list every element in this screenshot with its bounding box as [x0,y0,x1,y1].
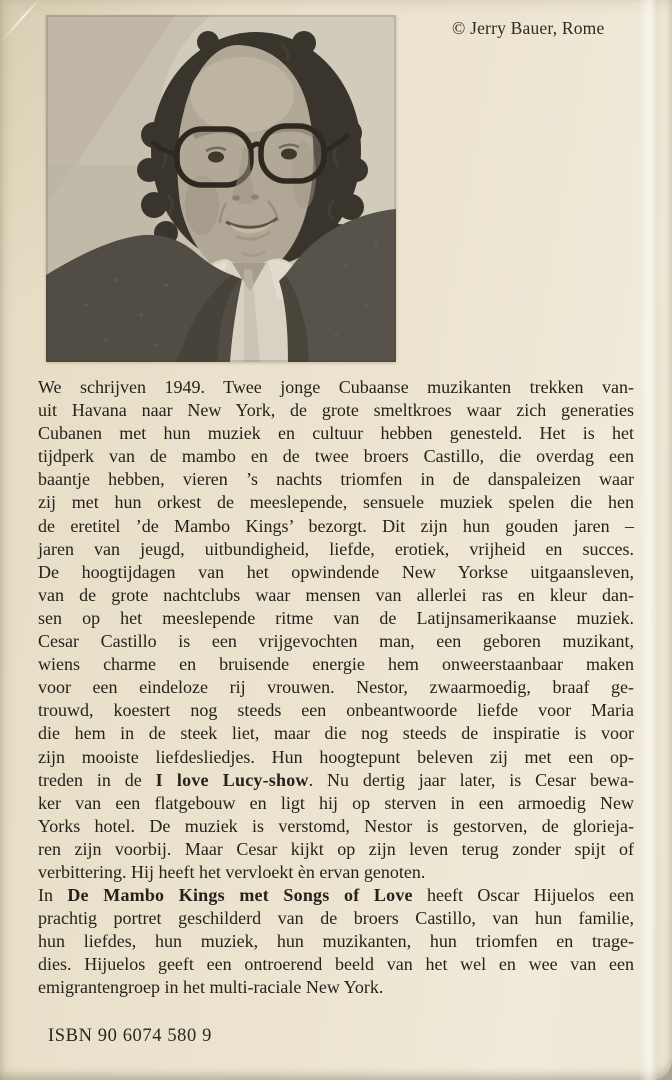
blurb-line: dies. Hijuelos geeft een ontroerend beeld van het wel en wee van een [38,954,634,975]
blurb-line: baantje hebben, vieren ’s nachts triomfen in de danspaleizen waar [38,469,634,490]
blurb-line: De hoogtijdagen van het opwindende New Yorkse uitgaansleven, [38,561,634,582]
blurb-line: Cesar Castillo is een vrijgevochten man, een geboren muzikant, [38,631,634,652]
photo-credit: © Jerry Bauer, Rome [452,18,605,38]
blurb-line: verbittering. Hij heeft het vervloekt èn ervan genoten. [38,861,426,882]
blurb-line: prachtig portret geschilderd van de broers Castillo, van hun familie, [38,908,634,929]
blurb-line: tijdperk van de mambo en de twee broers Castillo, die overdag een [38,446,634,467]
isbn-text: ISBN 90 6074 580 9 [48,1026,212,1046]
blurb-line: ker van een flatgebouw en ligt hij op sterven in een armoedig New [38,792,634,813]
blurb-line: ren zijn voorbij. Maar Cesar kijkt op zijn leven terug zonder spijt of [38,838,634,859]
blurb-line: uit Havana naar New York, de grote smeltkroes waar zich generaties [38,400,634,421]
blurb-line: zijn mooiste liefdesliedjes. Hun hoogtepunt beleven zij met een op- [38,746,634,767]
paper-crease [0,0,51,43]
blurb-line: van de grote nachtclubs waar mensen van allerlei ras en kleur dan- [38,584,634,605]
blurb-line: de eretitel ’de Mambo Kings’ bezorgt. Dit zijn hun gouden jaren – [38,515,634,536]
blurb-line: jaren van jeugd, uitbundigheid, liefde, erotiek, vrijheid en succes. [38,538,634,559]
blurb-line: voor een eindeloze rij vrouwen. Nestor, zwaarmoedig, braaf ge- [38,677,634,698]
author-photo [46,15,396,362]
blurb-line: die hem in de steek liet, maar die nog steeds de inspiratie is voor [38,723,634,744]
blurb-line: emigrantengroep in het multi-raciale New York. [38,977,384,998]
blurb-line: Yorks hotel. De muziek is verstomd, Nestor is gestorven, de glorieja- [38,815,634,836]
blurb-line: treden in de I love Lucy-show. Nu dertig jaar later, is Cesar bewa- [38,769,634,790]
blurb-line: In De Mambo Kings met Songs of Love heeft Oscar Hijuelos een [38,885,634,906]
blurb-line: trouwd, koestert nog steeds een onbeantwoorde liefde voor Maria [38,700,634,721]
blurb-line: sen op het meeslepende ritme van de Latijnsamerikaanse muziek. [38,607,634,628]
blurb-line: wiens charme en bruisende energie hem onweerstaanbaar maken [38,654,634,675]
cover-gloss-highlight [638,0,664,1080]
blurb-line: hun liefdes, hun muziek, hun muzikanten, hun triomfen en trage- [38,931,634,952]
author-portrait-illustration [46,15,396,362]
blurb-line: zij met hun orkest de meeslepende, sensuele muziek spelen die hen [38,492,634,513]
blurb-text [38,376,634,1000]
blurb-line: We schrijven 1949. Twee jonge Cubaanse muzikanten trekken van- [38,377,634,397]
blurb-line: Cubanen met hun muziek en cultuur hebben genesteld. Het is het [38,423,634,444]
